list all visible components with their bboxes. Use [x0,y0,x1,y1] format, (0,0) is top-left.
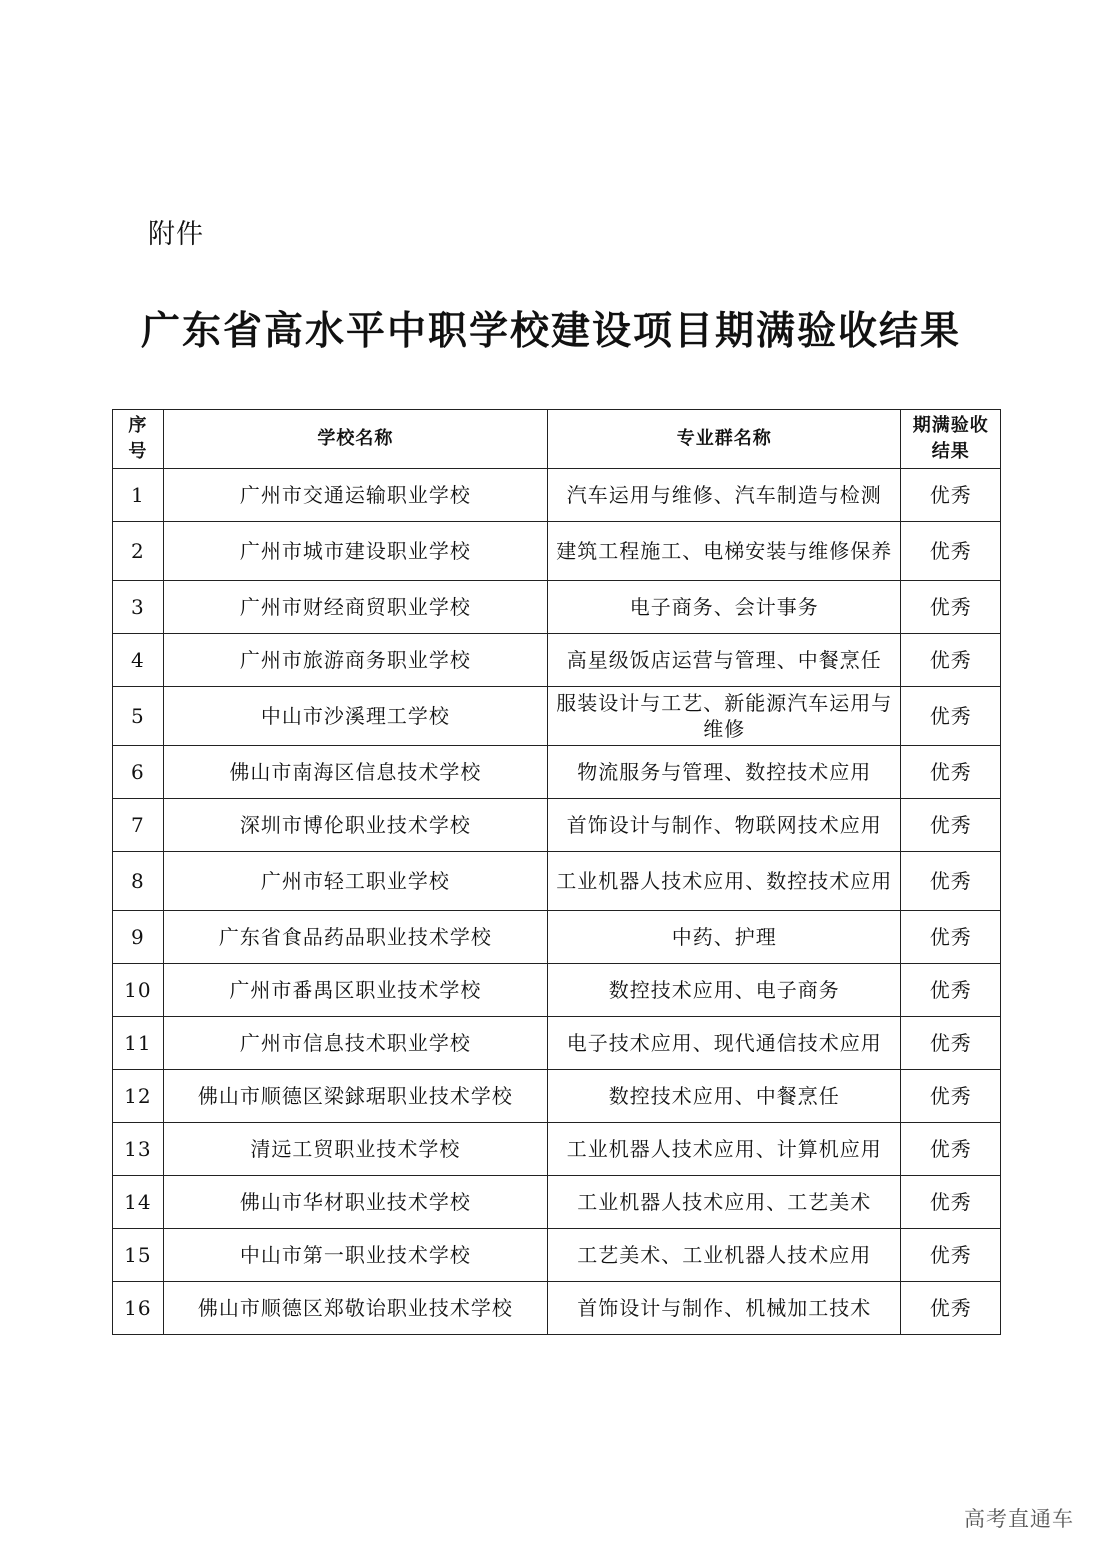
row-major-group: 数控技术应用、中餐烹任 [547,1070,901,1123]
table-row [113,522,1001,581]
table-row [113,1123,1001,1176]
row-school: 广州市旅游商务职业学校 [163,634,547,687]
row-result: 优秀 [901,1229,1001,1282]
header-result-line1: 期满验收 [912,415,989,436]
row-result: 优秀 [901,522,1001,581]
row-major-group: 中药、护理 [547,911,901,964]
row-index: 4 [113,634,164,687]
header-major-group: 专业群名称 [547,410,901,469]
row-result: 优秀 [901,964,1001,1017]
row-result: 优秀 [901,799,1001,852]
results-table [112,409,1001,1335]
row-major-group: 工艺美术、工业机器人技术应用 [547,1229,901,1282]
table-header-row [113,410,1001,469]
table-row [113,469,1001,522]
row-result: 优秀 [901,1017,1001,1070]
row-school: 中山市沙溪理工学校 [163,687,547,746]
row-major-group: 汽车运用与维修、汽车制造与检测 [547,469,901,522]
row-index: 12 [113,1070,164,1123]
row-school: 广州市财经商贸职业学校 [163,581,547,634]
row-school: 广东省食品药品职业技术学校 [163,911,547,964]
table-row [113,687,1001,746]
row-index: 10 [113,964,164,1017]
row-index: 14 [113,1176,164,1229]
table-row [113,746,1001,799]
row-index: 3 [113,581,164,634]
row-result: 优秀 [901,746,1001,799]
row-school: 中山市第一职业技术学校 [163,1229,547,1282]
row-result: 优秀 [901,1176,1001,1229]
row-result: 优秀 [901,687,1001,746]
row-result: 优秀 [901,852,1001,911]
row-major-group: 数控技术应用、电子商务 [547,964,901,1017]
attachment-label: 附件 [148,219,204,250]
row-school: 深圳市博伦职业技术学校 [163,799,547,852]
row-index: 15 [113,1229,164,1282]
row-index: 13 [113,1123,164,1176]
header-school: 学校名称 [163,410,547,469]
table-row [113,1070,1001,1123]
row-index: 6 [113,746,164,799]
row-school: 广州市番禺区职业技术学校 [163,964,547,1017]
row-school: 广州市轻工职业学校 [163,852,547,911]
row-result: 优秀 [901,1070,1001,1123]
row-major-group: 物流服务与管理、数控技术应用 [547,746,901,799]
row-major-group: 电子商务、会计事务 [547,581,901,634]
row-index: 9 [113,911,164,964]
document-title: 广东省高水平中职学校建设项目期满验收结果 [140,308,961,354]
row-school: 佛山市南海区信息技术学校 [163,746,547,799]
table-row [113,634,1001,687]
row-school: 清远工贸职业技术学校 [163,1123,547,1176]
row-index: 11 [113,1017,164,1070]
row-school: 佛山市顺德区郑敬诒职业技术学校 [163,1282,547,1335]
table-row [113,964,1001,1017]
row-school: 广州市交通运输职业学校 [163,469,547,522]
row-result: 优秀 [901,469,1001,522]
row-index: 5 [113,687,164,746]
row-school: 佛山市华材职业技术学校 [163,1176,547,1229]
row-result: 优秀 [901,1123,1001,1176]
row-result: 优秀 [901,911,1001,964]
row-major-group: 电子技术应用、现代通信技术应用 [547,1017,901,1070]
row-major-group: 工业机器人技术应用、计算机应用 [547,1123,901,1176]
table-row [113,1229,1001,1282]
table-row [113,911,1001,964]
table-row [113,581,1001,634]
header-result-line2: 结果 [931,441,970,462]
watermark-text: 高考直通车 [964,1507,1074,1531]
row-major-group: 建筑工程施工、电梯安装与维修保养 [547,522,901,581]
row-index: 2 [113,522,164,581]
row-major-group: 高星级饭店运营与管理、中餐烹任 [547,634,901,687]
header-index: 序号 [113,410,164,469]
row-result: 优秀 [901,581,1001,634]
row-school: 佛山市顺德区梁銶琚职业技术学校 [163,1070,547,1123]
table-row [113,799,1001,852]
table-row [113,852,1001,911]
table-body [113,469,1001,1335]
table-row [113,1282,1001,1335]
row-index: 16 [113,1282,164,1335]
row-major-group: 服装设计与工艺、新能源汽车运用与维修 [547,687,901,746]
row-major-group: 工业机器人技术应用、工艺美术 [547,1176,901,1229]
row-major-group: 首饰设计与制作、机械加工技术 [547,1282,901,1335]
header-result [901,410,1001,469]
table-row [113,1017,1001,1070]
row-result: 优秀 [901,634,1001,687]
row-index: 7 [113,799,164,852]
table-row [113,1176,1001,1229]
row-result: 优秀 [901,1282,1001,1335]
row-school: 广州市信息技术职业学校 [163,1017,547,1070]
row-school: 广州市城市建设职业学校 [163,522,547,581]
row-index: 1 [113,469,164,522]
row-major-group: 工业机器人技术应用、数控技术应用 [547,852,901,911]
row-index: 8 [113,852,164,911]
row-major-group: 首饰设计与制作、物联网技术应用 [547,799,901,852]
